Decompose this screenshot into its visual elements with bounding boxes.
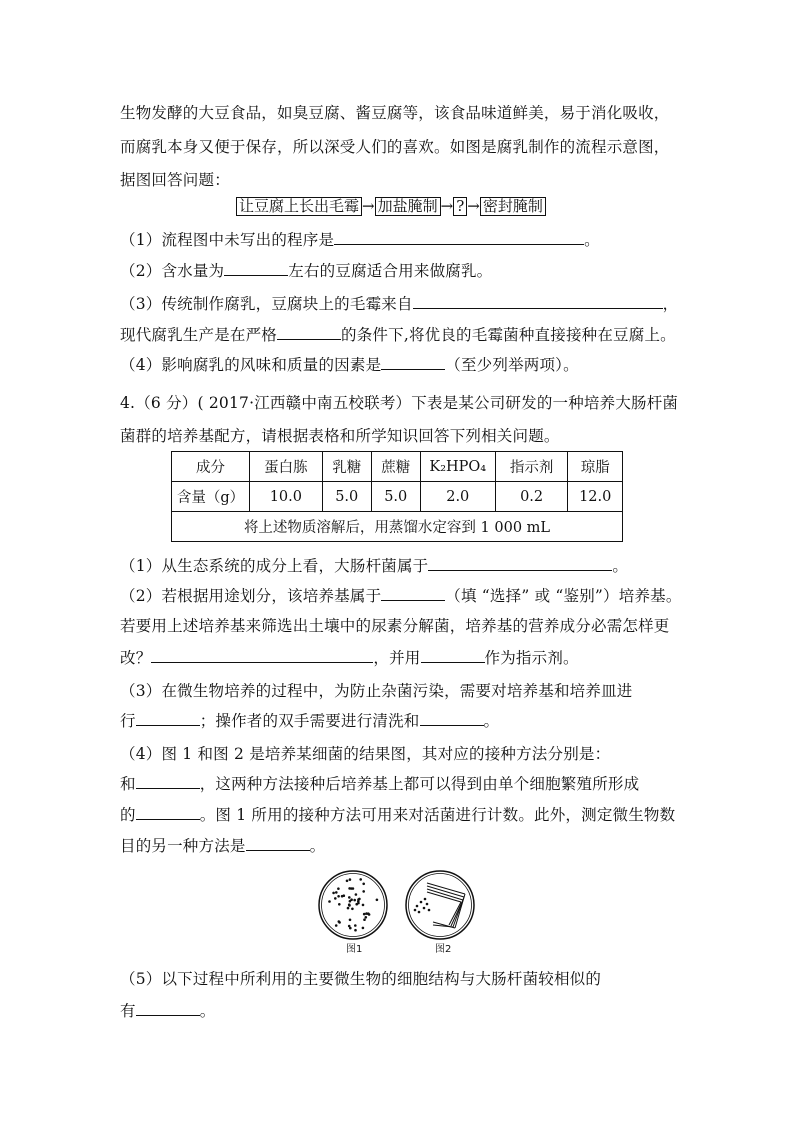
answer-blank[interactable]: [413, 294, 663, 309]
table-cell: 成分: [172, 452, 250, 482]
colony-dot: [338, 903, 341, 906]
q4-item-3a: （3）在微生物培养的过程中，为防止杂菌污染，需要对培养基和培养皿进: [120, 682, 633, 700]
colony-dot: [338, 920, 341, 923]
colony-dot: [355, 893, 358, 896]
answer-blank[interactable]: [151, 648, 373, 663]
intro-line-3: 据图回答问题：: [120, 171, 230, 189]
q4-item-4c: 的 。图 1 所用的接种方法可用来对活菌进行计数。此外，测定微生物数: [120, 806, 676, 824]
answer-blank[interactable]: [381, 586, 445, 601]
q4-item-2b: 若要用上述培养基来筛选出土壤中的尿素分解菌，培养基的营养成分必需怎样更: [120, 617, 670, 635]
table-cell: 10.0: [250, 482, 323, 512]
colony-dot: [357, 902, 360, 905]
flow-step-grow-mold: 让豆腐上长出毛霉: [236, 197, 362, 216]
intro-line-2: 而腐乳本身又便于保存，所以深受人们的喜欢。如图是腐乳制作的流程示意图，: [120, 138, 670, 156]
colony-dot: [354, 924, 357, 927]
colony-dot: [359, 878, 362, 881]
table-cell: 蔗糖: [371, 452, 420, 482]
answer-blank[interactable]: [136, 1001, 200, 1016]
answer-blank[interactable]: [136, 774, 200, 789]
q4-heading-line-1: 4.（6 分）( 2017·江西赣中南五校联考）下表是某公司研发的一种培养大肠杆菌: [120, 394, 679, 412]
figure-2-caption: 图2: [435, 944, 452, 955]
answer-blank[interactable]: [428, 556, 612, 571]
colony-dot: [328, 900, 331, 903]
intro-line-1: 生物发酵的大豆食品，如臭豆腐、酱豆腐等，该食品味道鲜美，易于消化吸收，: [120, 104, 670, 122]
colony-dot: [358, 898, 361, 901]
colony-dot: [362, 904, 365, 907]
colony-dot: [346, 880, 349, 883]
colony-dot: [350, 887, 353, 890]
q4-item-5b: 有 。: [120, 1002, 216, 1020]
colony-dot: [362, 927, 365, 930]
table-cell: 2.0: [420, 482, 495, 512]
colony-dot: [341, 895, 344, 898]
colony-dot: [354, 929, 357, 932]
table-cell: 含量（g）: [172, 482, 250, 512]
flow-step-sealed-pickling: 密封腌制: [480, 197, 546, 216]
colony-dot: [350, 898, 353, 901]
table-note-row: [172, 512, 623, 542]
colony-dot: [376, 899, 379, 902]
flow-step-missing: ?: [453, 197, 467, 216]
q3-item-4: （4）影响腐乳的风味和质量的因素是 （至少列举两项）。: [120, 356, 579, 374]
q3-item-3a: （3）传统制作腐乳，豆腐块上的毛霉来自 ，: [120, 295, 679, 313]
colony-dot: [362, 883, 365, 886]
q4-heading-line-2: 菌群的培养基配方，请根据表格和所学知识回答下列相关问题。: [120, 427, 560, 445]
table-cell: 乳糖: [322, 452, 371, 482]
colony-dot: [363, 913, 366, 916]
colony-dot: [353, 899, 356, 902]
table-cell: 0.2: [495, 482, 568, 512]
q4-item-2c: 改？ ，并用 作为指示剂。: [120, 649, 579, 667]
colony-dot: [362, 890, 365, 893]
q3-item-1: （1）流程图中未写出的程序是 。: [120, 231, 600, 249]
table-cell: 12.0: [568, 482, 623, 512]
q4-item-4d: 目的另一种方法是 。: [120, 837, 326, 855]
q3-item-2: （2）含水量为 左右的豆腐适合用来做腐乳。: [120, 262, 493, 280]
colony-dot: [349, 919, 352, 922]
colony-dot: [332, 892, 335, 895]
petri-dish-figure-2: [403, 870, 479, 940]
colony-dot: [347, 907, 350, 910]
flow-step-salting: 加盐腌制: [375, 197, 441, 216]
colony-dot: [349, 927, 352, 930]
answer-blank[interactable]: [421, 648, 485, 663]
table-header-row: [172, 452, 623, 482]
colony-dot: [349, 878, 352, 881]
colony-dot: [351, 908, 354, 911]
answer-blank[interactable]: [381, 355, 445, 370]
q4-item-4b: 和 ，这两种方法接种后培养基上都可以得到由单个细胞繁殖所形成: [120, 775, 640, 793]
colony-dot: [348, 896, 351, 899]
table-cell: 5.0: [322, 482, 371, 512]
answer-blank[interactable]: [420, 711, 484, 726]
answer-blank[interactable]: [136, 711, 200, 726]
flow-arrow: →: [362, 197, 375, 215]
colony-dot: [335, 891, 338, 894]
q4-item-5a: （5）以下过程中所利用的主要微生物的细胞结构与大肠杆菌较相似的: [120, 970, 602, 988]
table-cell: 5.0: [371, 482, 420, 512]
process-flowchart: [236, 197, 546, 216]
colony-dot: [337, 887, 340, 890]
table-cell: 指示剂: [495, 452, 568, 482]
answer-blank[interactable]: [334, 230, 584, 245]
colony-dot: [337, 895, 340, 898]
flow-arrow: →: [440, 197, 454, 215]
medium-recipe-table: [171, 451, 623, 542]
table-row: [172, 482, 623, 512]
colony-dot: [365, 912, 368, 915]
table-note: 将上述物质溶解后，用蒸馏水定容到 1 000 mL: [172, 512, 623, 542]
petri-dish-figure-1: [316, 870, 392, 940]
colony-dot: [348, 903, 351, 906]
colony-dot: [335, 924, 338, 927]
q3-item-3b: 现代腐乳生产是在严格 的条件下,将优良的毛霉菌种直接接种在豆腐上。: [120, 326, 676, 344]
table-cell: 蛋白胨: [250, 452, 323, 482]
table-cell: 琼脂: [568, 452, 623, 482]
q4-item-2a: （2）若根据用途划分，该培养基属于 （填 “选择” 或 “鉴别”）培养基。: [120, 587, 682, 605]
flow-arrow: →: [467, 197, 480, 215]
colony-dot: [363, 918, 366, 921]
q4-item-3b: 行 ；操作者的双手需要进行清洗和 。: [120, 712, 500, 730]
q4-item-1: （1）从生态系统的成分上看，大肠杆菌属于 。: [120, 557, 629, 575]
q4-item-4a: （4）图 1 和图 2 是培养某细菌的结果图，其对应的接种方法分别是：: [120, 745, 611, 763]
colony-dot: [334, 897, 337, 900]
colony-dot: [365, 916, 368, 919]
answer-blank[interactable]: [246, 836, 310, 851]
figure-1-caption: 图1: [346, 944, 363, 955]
table-cell: K₂HPO₄: [420, 452, 495, 482]
answer-blank[interactable]: [224, 261, 288, 276]
answer-blank[interactable]: [136, 805, 200, 820]
answer-blank[interactable]: [277, 325, 341, 340]
